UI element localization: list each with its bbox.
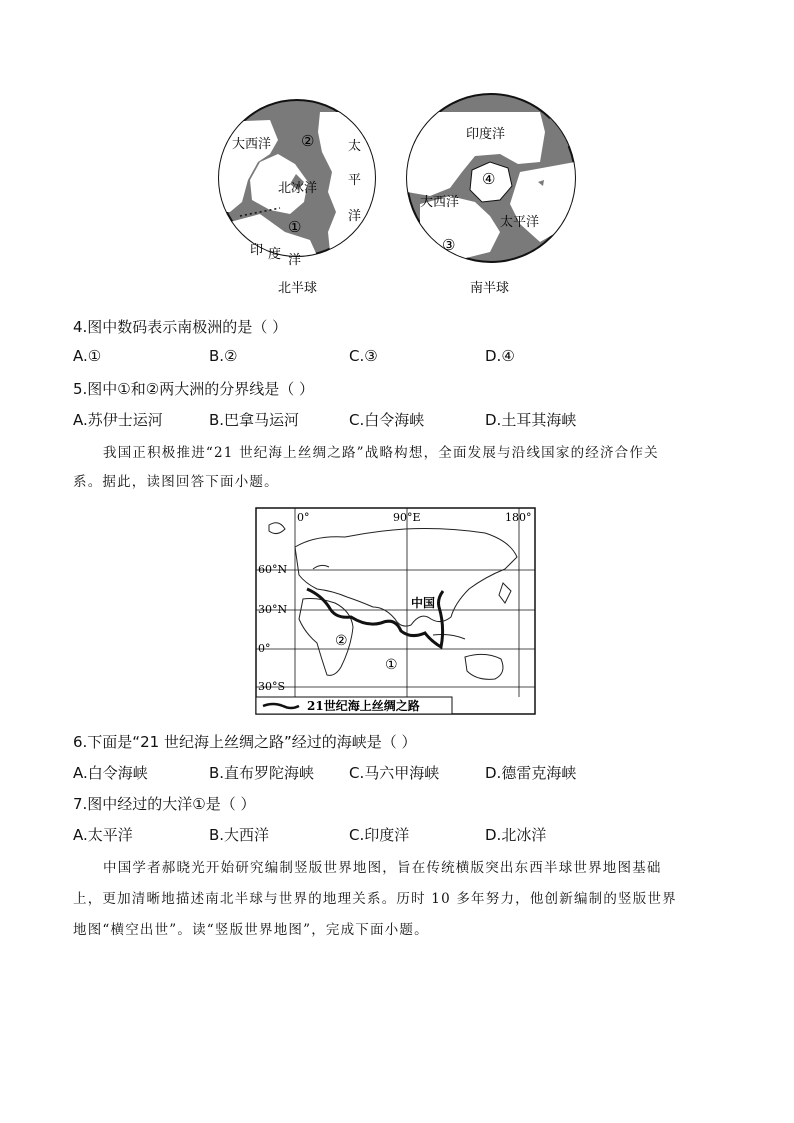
north-pacific-2: 平 — [348, 173, 362, 188]
china-label: 中国 — [411, 596, 436, 610]
north-indian-1: 印 — [250, 243, 264, 258]
lat-60n: 60°N — [258, 563, 288, 576]
q7-option-c[interactable]: C.印度洋 — [349, 826, 410, 844]
lon-0: 0° — [297, 511, 310, 524]
north-num2-label: ② — [301, 132, 315, 150]
south-indian-label: 印度洋 — [466, 127, 506, 142]
q5-stem: 5.图中①和②两大洲的分界线是（ ） — [73, 380, 314, 398]
lon-90e: 90°E — [393, 511, 421, 524]
q4-option-b[interactable]: B.② — [209, 347, 238, 365]
south-caption: 南半球 — [470, 281, 510, 296]
q5-option-c[interactable]: C.白令海峡 — [349, 411, 425, 429]
lat-30s: 30°S — [258, 680, 286, 693]
q7-option-a[interactable]: A.太平洋 — [73, 826, 133, 844]
q4-option-a[interactable]: A.① — [73, 347, 102, 365]
route-num2: ② — [335, 633, 348, 649]
q6-option-b[interactable]: B.直布罗陀海峡 — [209, 764, 315, 782]
north-pacific-3: 洋 — [348, 209, 362, 224]
q6-option-d[interactable]: D.德雷克海峡 — [485, 764, 577, 782]
q6-option-a[interactable]: A.白令海峡 — [73, 764, 148, 782]
north-num1-label: ① — [288, 218, 302, 236]
q4-option-d[interactable]: D.④ — [485, 347, 515, 365]
silk-road-map — [255, 507, 536, 715]
q7-stem: 7.图中经过的大洋①是（ ） — [73, 795, 256, 813]
passage2-line3: 地图“横空出世”。读“竖版世界地图”，完成下面小题。 — [73, 922, 429, 938]
north-hemisphere-map — [219, 100, 380, 296]
passage2-line2: 上，更加清晰地描述南北半球与世界的地理关系。历时 10 多年努力，他创新编制的竖版世界 — [73, 891, 677, 907]
south-num3-label: ③ — [442, 236, 456, 254]
ocean-num1: ① — [385, 657, 398, 673]
north-indian-2: 度 — [268, 247, 282, 262]
hemisphere-figure — [200, 92, 590, 304]
south-atlantic-label: 大西洋 — [420, 195, 460, 210]
lat-0: 0° — [258, 642, 271, 655]
passage1-line1: 我国正积极推进“21 世纪海上丝绸之路”战略构想，全面发展与沿线国家的经济合作关 — [103, 445, 659, 461]
q5-option-a[interactable]: A.苏伊士运河 — [73, 411, 163, 429]
legend-label: 21世纪海上丝绸之路 — [307, 699, 420, 713]
south-num4-label: ④ — [482, 170, 496, 188]
north-atlantic-label: 大西洋 — [232, 137, 272, 152]
north-caption: 北半球 — [278, 281, 318, 296]
passage2-line1: 中国学者郝晓光开始研究编制竖版世界地图，旨在传统横版突出东西半球世界地图基础 — [103, 860, 662, 876]
north-indian-3: 洋 — [288, 253, 302, 268]
south-pacific-label: 太平洋 — [500, 215, 540, 230]
q4-stem: 4.图中数码表示南极洲的是（ ） — [73, 318, 288, 336]
south-hemisphere-map — [407, 94, 575, 296]
q5-option-b[interactable]: B.巴拿马运河 — [209, 411, 300, 429]
q5-option-d[interactable]: D.土耳其海峡 — [485, 411, 577, 429]
q7-option-d[interactable]: D.北冰洋 — [485, 826, 547, 844]
q6-option-c[interactable]: C.马六甲海峡 — [349, 764, 440, 782]
q4-option-c[interactable]: C.③ — [349, 347, 378, 365]
north-arctic-label: 北冰洋 — [278, 181, 318, 196]
passage1-line2: 系。据此，读图回答下面小题。 — [73, 474, 279, 490]
q6-stem: 6.下面是“21 世纪海上丝绸之路”经过的海峡是（ ） — [73, 733, 417, 751]
q7-option-b[interactable]: B.大西洋 — [209, 826, 270, 844]
north-pacific-1: 太 — [348, 139, 362, 154]
lat-30n: 30°N — [258, 603, 288, 616]
lon-180: 180° — [505, 511, 532, 524]
